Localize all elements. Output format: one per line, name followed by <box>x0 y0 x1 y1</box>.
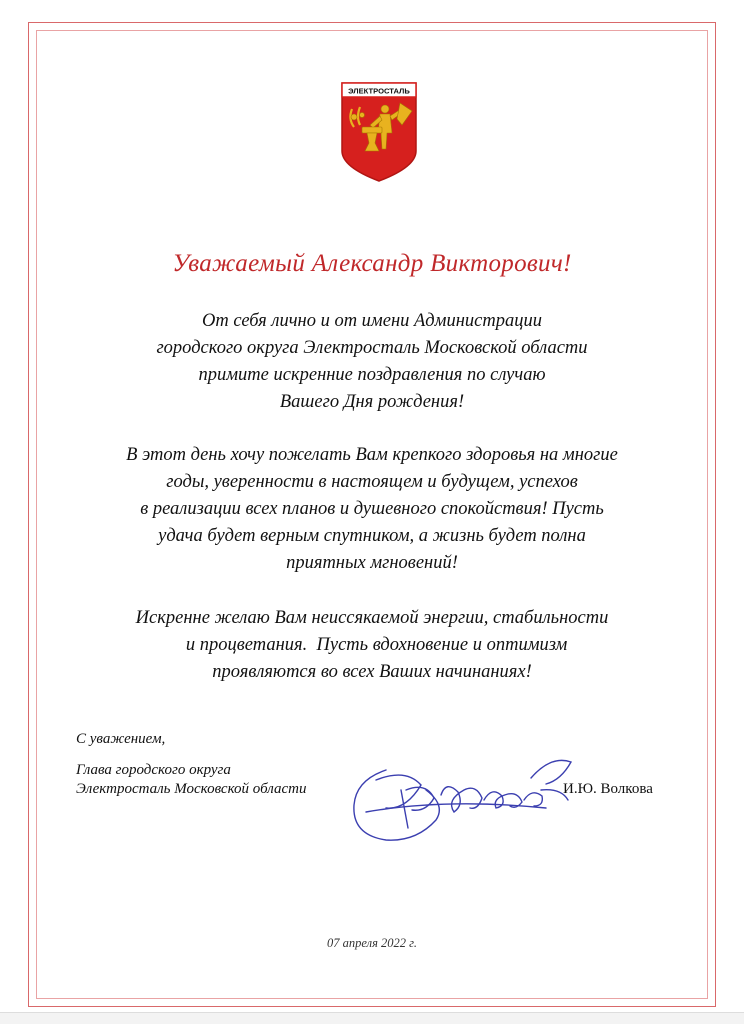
paragraph-line: примите искренние поздравления по случаю <box>198 365 546 385</box>
signer-position-line1: Глава городского округа <box>76 762 231 778</box>
paragraph-line: в реализации всех планов и душевного спокойствия! Пусть <box>140 499 604 519</box>
paragraph-line: проявляются во всех Ваших начинаниях! <box>212 662 532 682</box>
letter-date: 07 апреля 2022 г. <box>327 936 417 950</box>
paragraph-line: и процветания. Пусть вдохновение и оптимизм <box>176 635 568 655</box>
page-bottom-edge <box>0 1012 744 1024</box>
paragraph-line: В этот день хочу пожелать Вам крепкого здоровья на многие <box>126 445 618 465</box>
handwritten-signature-icon <box>346 750 576 850</box>
paragraph-line: От себя лично и от имени Администрации <box>202 311 542 331</box>
signer-position-line2: Электросталь Московской области <box>76 781 307 797</box>
paragraph-congratulation <box>60 308 684 416</box>
paragraph-energy <box>60 605 684 686</box>
paragraph-line: Искренне желаю Вам неиссякаемой энергии, стабильности <box>135 608 609 628</box>
paragraph-line: годы, уверенности в настоящем и будущем, успехов <box>166 472 578 492</box>
paragraph-wishes <box>60 442 684 577</box>
city-coat-of-arms-icon <box>340 81 418 183</box>
emblem-banner-text: ЭЛЕКТРОСТАЛЬ <box>348 86 410 96</box>
signer-name: И.Ю. Волкова <box>563 781 653 797</box>
closing-phrase: С уважением, <box>76 731 166 747</box>
paragraph-line: удача будет верным спутником, а жизнь будет полна <box>158 526 586 546</box>
letter-salutation: Уважаемый Александр Викторович! <box>172 250 572 277</box>
paragraph-line: Вашего Дня рождения! <box>279 392 465 412</box>
paragraph-line: приятных мгновений! <box>286 553 458 573</box>
paragraph-line: городского округа Электросталь Московской области <box>156 338 588 358</box>
